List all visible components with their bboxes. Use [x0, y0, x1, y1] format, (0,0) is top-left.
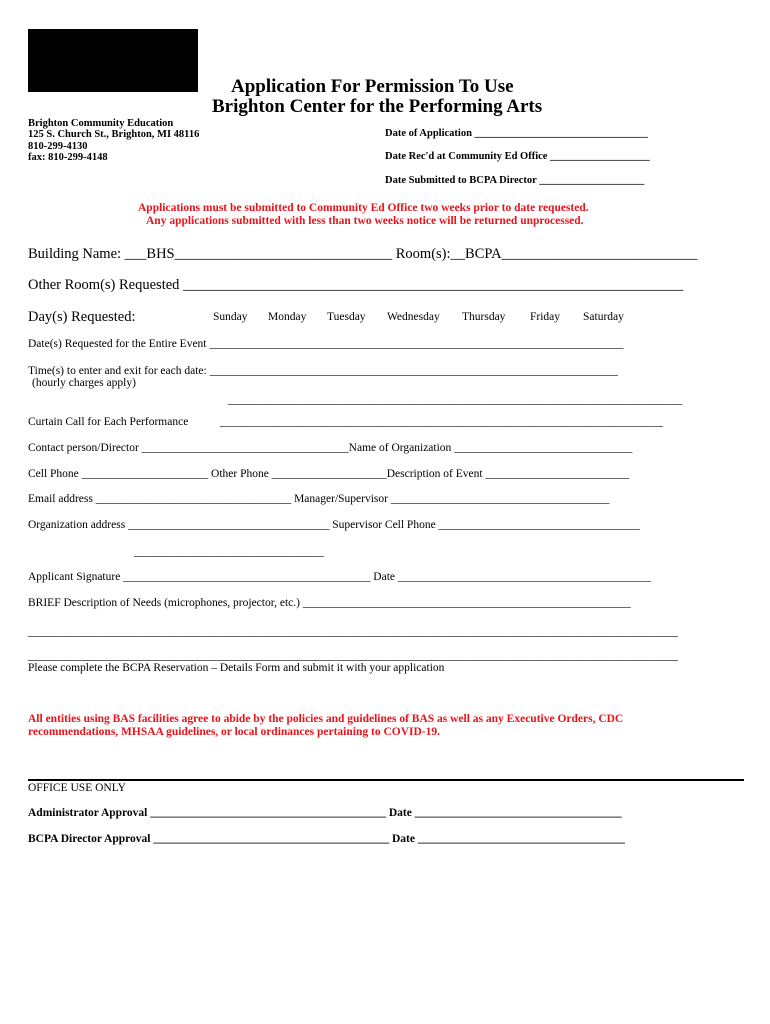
brief-description-line-2[interactable]: _________________________________________________________________________________________________________________	[28, 626, 678, 638]
bcpa-director-approval-field[interactable]: BCPA Director Approval _________________________________________ Date ____________________________________	[28, 833, 625, 845]
applicant-signature-field[interactable]: Applicant Signature ___________________________________________ Date ____________________________________________	[28, 571, 651, 583]
office-use-heading: OFFICE USE ONLY	[28, 782, 126, 794]
day-monday[interactable]: Monday	[268, 311, 307, 323]
title-line-2: Brighton Center for the Performing Arts	[212, 96, 543, 117]
day-tuesday[interactable]: Tuesday	[327, 311, 366, 323]
submission-notice-line-1: Applications must be submitted to Community Ed Office two weeks prior to date requested.	[138, 202, 589, 214]
date-submitted-field[interactable]: Date Submitted to BCPA Director ____________________	[385, 175, 645, 186]
covid-notice-line-1: All entities using BAS facilities agree to abide by the policies and guidelines of BAS as well as any Executive Orders, CDC	[28, 713, 624, 725]
enter-exit-times-field[interactable]: Time(s) to enter and exit for each date: _______________________________________________________________________	[28, 365, 618, 377]
org-address: 125 S. Church St., Brighton, MI 48116	[28, 129, 200, 140]
submission-notice-line-2: Any applications submitted with less than two weeks notice will be returned unprocessed.	[146, 215, 584, 227]
complete-details-form-note: Please complete the BCPA Reservation – Details Form and submit it with your application	[28, 662, 445, 674]
administrator-approval-field[interactable]: Administrator Approval _________________________________________ Date ____________________________________	[28, 807, 622, 819]
org-name: Brighton Community Education	[28, 118, 174, 129]
curtain-call-field[interactable]: _____________________________________________________________________________	[220, 416, 663, 428]
phone-description-fields[interactable]: Cell Phone ______________________ Other Phone ____________________Description of Event _________________________	[28, 468, 630, 480]
enter-exit-times-continued[interactable]: _______________________________________________________________________________	[228, 394, 683, 406]
org-phone: 810-299-4130	[28, 141, 88, 152]
brief-description-field[interactable]: BRIEF Description of Needs (microphones, projector, etc.) _________________________________________________________	[28, 597, 631, 609]
org-address-continued[interactable]: _________________________________	[134, 546, 324, 558]
curtain-call-label: Curtain Call for Each Performance	[28, 416, 189, 428]
contact-organization-fields[interactable]: Contact person/Director ____________________________________Name of Organization _______________________________	[28, 442, 633, 454]
day-friday[interactable]: Friday	[530, 311, 561, 323]
brief-description-line-3[interactable]: _________________________________________________________________________________________________________________	[28, 650, 678, 662]
other-rooms-field[interactable]: Other Room(s) Requested _____________________________________________________________________	[28, 277, 684, 293]
covid-notice-line-2: recommendations, MHSAA guidelines, or local ordinances pertaining to COVID-19.	[28, 726, 440, 738]
date-of-application-field[interactable]: Date of Application _________________________________	[385, 128, 648, 139]
redacted-logo	[28, 29, 198, 92]
hourly-charges-note: (hourly charges apply)	[32, 377, 136, 389]
date-received-field[interactable]: Date Rec'd at Community Ed Office ___________________	[385, 151, 650, 162]
email-manager-fields[interactable]: Email address __________________________________ Manager/Supervisor ______________________________________	[28, 493, 610, 505]
day-sunday[interactable]: Sunday	[213, 311, 248, 323]
day-thursday[interactable]: Thursday	[462, 311, 506, 323]
building-room-field[interactable]: Building Name: ___BHS______________________________ Room(s):__BCPA___________________________	[28, 246, 698, 262]
office-use-divider	[28, 779, 744, 781]
day-saturday[interactable]: Saturday	[583, 311, 624, 323]
org-address-supervisor-fields[interactable]: Organization address ___________________________________ Supervisor Cell Phone ___________________________________	[28, 519, 640, 531]
title-line-1: Application For Permission To Use	[231, 76, 514, 97]
dates-requested-field[interactable]: Date(s) Requested for the Entire Event ________________________________________________________________________	[28, 338, 624, 350]
org-fax: fax: 810-299-4148	[28, 152, 108, 163]
day-wednesday[interactable]: Wednesday	[387, 311, 440, 323]
days-requested-label: Day(s) Requested:	[28, 309, 136, 325]
